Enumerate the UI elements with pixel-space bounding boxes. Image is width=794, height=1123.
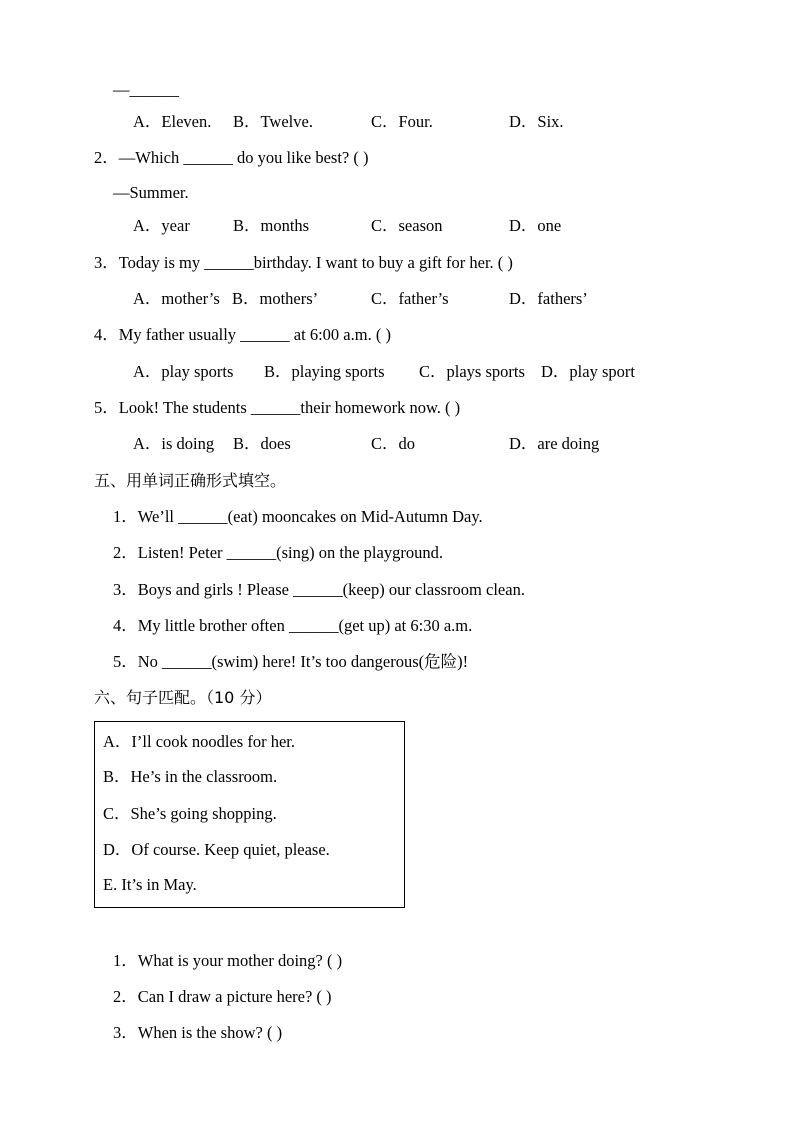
box-option-d: D．Of course. Keep quiet, please. <box>103 840 330 859</box>
q3-option-a: A．mother’s <box>133 289 220 308</box>
section5-item-5: 5．No ______(swim) here! It’s too dangerous(危险)! <box>113 652 469 671</box>
box-option-c: C．She’s going shopping. <box>103 804 277 823</box>
q1-option-b: B．Twelve. <box>233 112 313 131</box>
q5-question: 5．Look! The students ______their homework now. ( ) <box>94 398 461 417</box>
section5-item-4: 4．My little brother often ______(get up) at 6:30 a.m. <box>113 616 473 635</box>
q1-option-d: D．Six. <box>509 112 564 131</box>
section5-item-1: 1．We’ll ______(eat) mooncakes on Mid-Autumn Day. <box>113 507 483 526</box>
q1-option-a: A．Eleven. <box>133 112 212 131</box>
section5-heading: 五、用单词正确形式填空。 <box>94 471 287 490</box>
box-option-b: B．He’s in the classroom. <box>103 767 278 786</box>
q5-option-b: B．does <box>233 434 291 453</box>
section6-question-3: 3．When is the show? ( ) <box>113 1023 283 1042</box>
q2-option-b: B．months <box>233 216 310 235</box>
q2-option-d: D．one <box>509 216 562 235</box>
q3-option-b: B．mothers’ <box>232 289 319 308</box>
q4-option-b: B．playing sports <box>264 362 385 381</box>
section6-question-1: 1．What is your mother doing? ( ) <box>113 951 343 970</box>
q4-option-d: D．play sport <box>541 362 635 381</box>
section5-item-3: 3．Boys and girls ! Please ______(keep) our classroom clean. <box>113 580 525 599</box>
q5-option-d: D．are doing <box>509 434 600 453</box>
q4-question: 4．My father usually ______ at 6:00 a.m. ( ) <box>94 325 391 344</box>
section5-item-2: 2．Listen! Peter ______(sing) on the playground. <box>113 543 443 562</box>
answer-options-box <box>94 721 405 908</box>
q3-option-d: D．fathers’ <box>509 289 588 308</box>
section6-question-2: 2．Can I draw a picture here? ( ) <box>113 987 332 1006</box>
q3-question: 3．Today is my ______birthday. I want to buy a gift for her. ( ) <box>94 253 513 272</box>
q3-option-c: C．father’s <box>371 289 449 308</box>
q2-question: 2．—Which ______ do you like best? ( ) <box>94 148 369 167</box>
section6-heading: 六、句子匹配。（10 分） <box>94 688 272 707</box>
q5-option-a: A．is doing <box>133 434 215 453</box>
box-option-a: A．I’ll cook noodles for her. <box>103 732 295 751</box>
q2-reply: —Summer. <box>113 183 189 202</box>
q4-option-c: C．plays sports <box>419 362 525 381</box>
q4-option-a: A．play sports <box>133 362 234 381</box>
q5-option-c: C．do <box>371 434 416 453</box>
q1-answer-blank: —______ <box>113 80 179 99</box>
q2-option-a: A．year <box>133 216 190 235</box>
q2-option-c: C．season <box>371 216 443 235</box>
q1-option-c: C．Four. <box>371 112 433 131</box>
box-option-e: E. It’s in May. <box>103 875 197 894</box>
